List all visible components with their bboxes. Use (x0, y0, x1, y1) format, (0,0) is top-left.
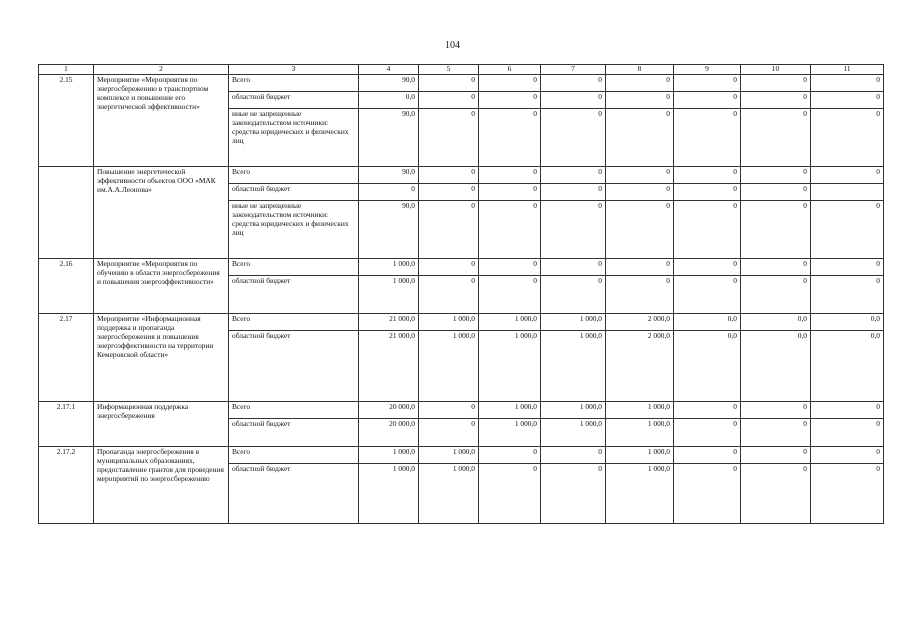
value-cell: 0 (811, 419, 884, 447)
value-cell: 0 (606, 92, 674, 109)
funding-source: областной бюджет (229, 276, 359, 314)
value-cell: 0 (811, 447, 884, 464)
table-row (39, 447, 884, 464)
value-cell: 1 000,0 (419, 464, 479, 524)
header-row (39, 65, 884, 75)
column-header: 7 (541, 65, 606, 75)
value-cell: 1 000,0 (359, 276, 419, 314)
value-cell: 0 (479, 92, 541, 109)
row-code (39, 167, 94, 259)
value-cell: 0 (674, 167, 741, 184)
value-cell: 0 (419, 167, 479, 184)
value-cell: 0 (541, 92, 606, 109)
funding-source: Всего (229, 259, 359, 276)
value-cell: 0 (541, 276, 606, 314)
funding-source: областной бюджет (229, 419, 359, 447)
funding-source: Всего (229, 402, 359, 419)
value-cell: 0 (419, 402, 479, 419)
row-code: 2.17 (39, 314, 94, 402)
value-cell: 0 (479, 184, 541, 201)
value-cell: 0 (419, 92, 479, 109)
value-cell: 0 (606, 276, 674, 314)
value-cell: 0 (419, 259, 479, 276)
value-cell: 0 (811, 201, 884, 259)
value-cell: 1 000,0 (541, 419, 606, 447)
value-cell: 0 (674, 259, 741, 276)
value-cell: 0 (479, 464, 541, 524)
value-cell: 0 (479, 109, 541, 167)
value-cell: 0 (541, 184, 606, 201)
column-header: 9 (674, 65, 741, 75)
row-description: Повышение энергетической эффективности объектов ООО «МАК им.А.А.Леонова» (94, 167, 229, 259)
value-cell: 0 (741, 167, 811, 184)
table-row (39, 75, 884, 92)
value-cell: 0 (674, 92, 741, 109)
column-header: 8 (606, 65, 674, 75)
value-cell: 1 000,0 (606, 419, 674, 447)
value-cell: 0 (674, 184, 741, 201)
value-cell: 0,0 (674, 314, 741, 331)
value-cell: 1 000,0 (479, 331, 541, 402)
value-cell (811, 184, 884, 201)
value-cell: 0 (811, 75, 884, 92)
value-cell: 0 (674, 109, 741, 167)
value-cell: 1 000,0 (479, 419, 541, 447)
table-row (39, 259, 884, 276)
value-cell: 0 (479, 259, 541, 276)
value-cell: 0 (479, 201, 541, 259)
value-cell: 0 (741, 447, 811, 464)
value-cell: 1 000,0 (359, 447, 419, 464)
value-cell: 0,0 (811, 314, 884, 331)
column-header: 10 (741, 65, 811, 75)
value-cell: 21 000,0 (359, 314, 419, 331)
value-cell: 0 (606, 167, 674, 184)
funding-source: Всего (229, 314, 359, 331)
value-cell: 1 000,0 (479, 314, 541, 331)
value-cell: 0 (674, 464, 741, 524)
value-cell: 90,0 (359, 75, 419, 92)
column-header: 11 (811, 65, 884, 75)
value-cell: 0 (541, 75, 606, 92)
column-header: 2 (94, 65, 229, 75)
value-cell: 0 (741, 201, 811, 259)
value-cell: 0 (811, 464, 884, 524)
value-cell: 1 000,0 (359, 464, 419, 524)
value-cell: 20 000,0 (359, 402, 419, 419)
row-description: Мероприятие «Мероприятия по обучению в области энергосбережения и повышения энергоэффективности» (94, 259, 229, 314)
table-row (39, 402, 884, 419)
page-number: 104 (445, 40, 460, 51)
budget-table (38, 64, 884, 524)
value-cell: 0 (541, 109, 606, 167)
value-cell: 0 (419, 184, 479, 201)
value-cell: 0 (741, 109, 811, 167)
value-cell: 0 (541, 167, 606, 184)
funding-source: областной бюджет (229, 464, 359, 524)
value-cell: 1 000,0 (479, 402, 541, 419)
value-cell: 0 (479, 276, 541, 314)
value-cell: 0 (674, 75, 741, 92)
funding-source: областной бюджет (229, 331, 359, 402)
value-cell: 1 000,0 (606, 447, 674, 464)
value-cell: 0 (419, 109, 479, 167)
funding-source: Всего (229, 167, 359, 184)
funding-source: Всего (229, 75, 359, 92)
value-cell: 0 (674, 402, 741, 419)
value-cell: 0 (606, 184, 674, 201)
value-cell: 0 (741, 402, 811, 419)
row-code: 2.17.2 (39, 447, 94, 524)
value-cell: 0 (674, 201, 741, 259)
value-cell: 0,0 (811, 331, 884, 402)
value-cell: 0 (674, 419, 741, 447)
value-cell: 0 (741, 259, 811, 276)
row-description: Пропаганда энергосбережения в муниципальных образованиях, предоставление грантов для проведения мероприятий по энергосбережению (94, 447, 229, 524)
column-header: 4 (359, 65, 419, 75)
funding-source: областной бюджет (229, 184, 359, 201)
value-cell: 0 (606, 259, 674, 276)
value-cell: 1 000,0 (419, 331, 479, 402)
value-cell: 0 (479, 75, 541, 92)
value-cell: 0 (741, 75, 811, 92)
value-cell: 0 (541, 259, 606, 276)
value-cell: 0,0 (741, 314, 811, 331)
value-cell: 0 (419, 201, 479, 259)
value-cell: 1 000,0 (541, 314, 606, 331)
value-cell: 0 (741, 464, 811, 524)
value-cell: 1 000,0 (419, 314, 479, 331)
value-cell: 0,0 (359, 92, 419, 109)
value-cell: 0 (419, 276, 479, 314)
value-cell: 0 (741, 92, 811, 109)
value-cell: 0 (811, 276, 884, 314)
row-description: Информационная поддержка энергосбережения (94, 402, 229, 447)
value-cell: 0 (811, 167, 884, 184)
funding-source: иные не запрещенные законодательством источники: средства юридических и физических лиц (229, 201, 359, 259)
value-cell: 1 000,0 (419, 447, 479, 464)
table-row (39, 314, 884, 331)
value-cell: 0 (741, 419, 811, 447)
value-cell: 2 000,0 (606, 331, 674, 402)
value-cell: 90,0 (359, 167, 419, 184)
row-code: 2.15 (39, 75, 94, 167)
value-cell: 1 000,0 (359, 259, 419, 276)
value-cell: 0 (606, 75, 674, 92)
column-header: 5 (419, 65, 479, 75)
value-cell: 90,0 (359, 109, 419, 167)
column-header: 3 (229, 65, 359, 75)
column-header: 6 (479, 65, 541, 75)
value-cell: 1 000,0 (541, 331, 606, 402)
value-cell: 21 000,0 (359, 331, 419, 402)
value-cell: 0 (541, 464, 606, 524)
row-code: 2.17.1 (39, 402, 94, 447)
value-cell: 0 (674, 447, 741, 464)
value-cell: 0 (811, 92, 884, 109)
value-cell: 0 (741, 184, 811, 201)
value-cell: 1 000,0 (606, 402, 674, 419)
column-header: 1 (39, 65, 94, 75)
value-cell: 0 (811, 109, 884, 167)
funding-source: Всего (229, 447, 359, 464)
value-cell: 0 (606, 109, 674, 167)
value-cell: 0 (359, 184, 419, 201)
value-cell: 0 (419, 75, 479, 92)
row-description: Мероприятие «Мероприятия по энергосбережению в транспортном комплексе и повышение его энергетической эффективности» (94, 75, 229, 167)
row-code: 2.16 (39, 259, 94, 314)
value-cell: 0 (541, 201, 606, 259)
value-cell: 0 (811, 259, 884, 276)
value-cell: 0 (674, 276, 741, 314)
value-cell: 0 (811, 402, 884, 419)
value-cell: 0 (541, 447, 606, 464)
funding-source: иные не запрещенные законодательством источники: средства юридических и физических лиц (229, 109, 359, 167)
value-cell: 0,0 (741, 331, 811, 402)
funding-source: областной бюджет (229, 92, 359, 109)
value-cell: 90,0 (359, 201, 419, 259)
value-cell: 1 000,0 (541, 402, 606, 419)
value-cell: 0 (479, 167, 541, 184)
table-row (39, 167, 884, 184)
value-cell: 1 000,0 (606, 464, 674, 524)
value-cell: 0 (606, 201, 674, 259)
value-cell: 0,0 (674, 331, 741, 402)
row-description: Мероприятие «Информационная поддержка и пропаганда энергосбережения и повышения энергоэффективности на территории Кемеровской области» (94, 314, 229, 402)
value-cell: 0 (741, 276, 811, 314)
value-cell: 2 000,0 (606, 314, 674, 331)
value-cell: 0 (419, 419, 479, 447)
value-cell: 0 (479, 447, 541, 464)
value-cell: 20 000,0 (359, 419, 419, 447)
